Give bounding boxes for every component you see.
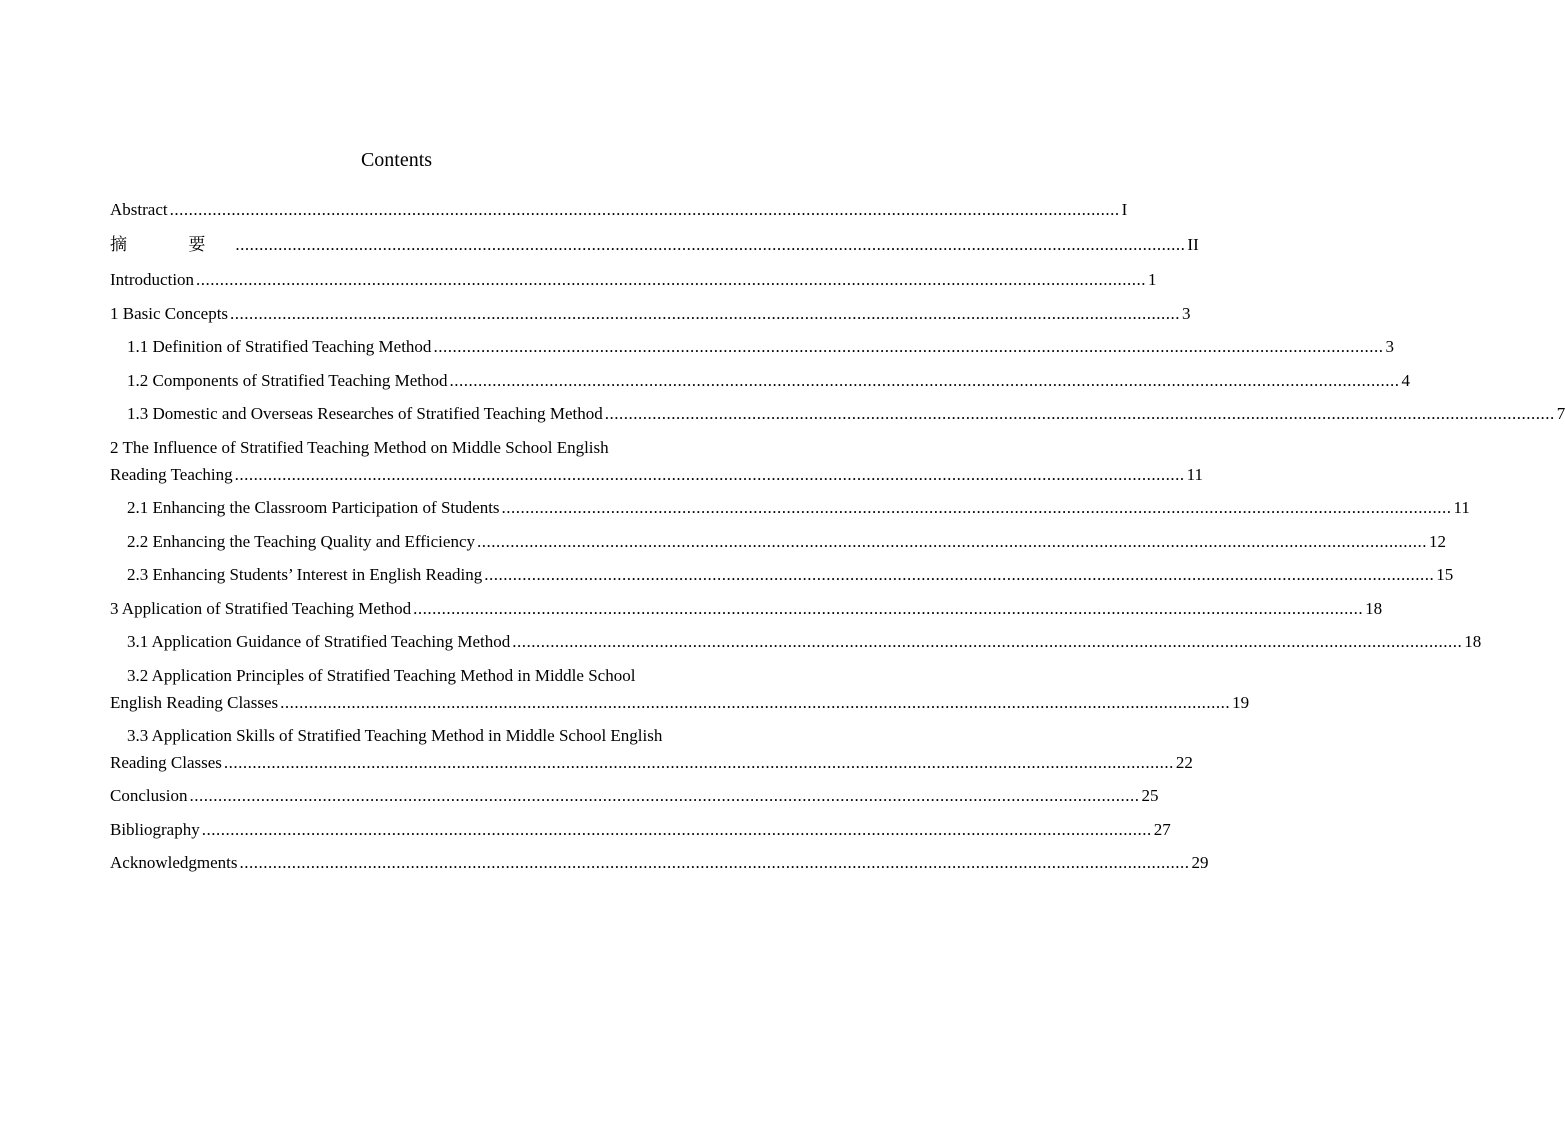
- toc-entry-introduction[interactable]: [110, 268, 1157, 292]
- page-title: Contents: [360, 149, 433, 171]
- toc-entry-label: Abstract: [110, 200, 168, 219]
- toc-entry-section-2-2[interactable]: [110, 530, 1446, 554]
- toc-entry-section-3-2[interactable]: [110, 691, 1250, 715]
- toc-entry-section-2-3[interactable]: [110, 563, 1454, 587]
- toc-entry-page: 1: [1148, 270, 1157, 289]
- dot-leader: ........................................................................................................................................................................................................: [501, 498, 1452, 517]
- toc-entry-section-3-1[interactable]: [110, 630, 1482, 654]
- toc-entry-section-2-1[interactable]: [110, 496, 1470, 520]
- toc-entry-abstract[interactable]: [110, 198, 1128, 222]
- dot-leader: ........................................................................................................................................................................................................: [235, 235, 1186, 254]
- dot-leader: ........................................................................................................................................................................................................: [477, 532, 1427, 551]
- dot-leader: ........................................................................................................................................................................................................: [223, 753, 1174, 772]
- toc-entry-label: 1.2 Components of Stratified Teaching Method: [127, 371, 448, 390]
- toc-entry-label: 2.2 Enhancing the Teaching Quality and Efficiency: [127, 532, 475, 551]
- toc-entry-conclusion[interactable]: [110, 784, 1159, 808]
- dot-leader: ........................................................................................................................................................................................................: [196, 270, 1147, 289]
- toc-entry-chapter-2-first-line[interactable]: 2 The Influence of Stratified Teaching Method on Middle School English: [110, 438, 609, 457]
- toc-entry-page: 11: [1453, 498, 1470, 517]
- toc-entry-page: 12: [1429, 532, 1446, 551]
- toc-entry-label: 摘 要: [110, 235, 234, 255]
- toc-entry-label: 3.1 Application Guidance of Stratified Teaching Method: [127, 632, 511, 651]
- toc-entry-page: 25: [1141, 786, 1159, 805]
- dot-leader: ........................................................................................................................................................................................................: [239, 853, 1190, 872]
- toc-entry-label: Conclusion: [110, 786, 188, 805]
- dot-leader: ........................................................................................................................................................................................................: [449, 371, 1400, 390]
- toc-entry-acknowledgments[interactable]: [110, 851, 1209, 875]
- toc-entry-page: 19: [1232, 693, 1250, 712]
- toc-entry-page: 3: [1385, 337, 1394, 356]
- toc-entry-bibliography[interactable]: [110, 818, 1171, 842]
- toc-entry-section-1-1[interactable]: [110, 335, 1394, 359]
- toc-entry-chinese-abstract[interactable]: [110, 233, 1199, 257]
- dot-leader: ........................................................................................................................................................................................................: [604, 404, 1555, 423]
- toc-entry-chapter-3[interactable]: [110, 597, 1383, 621]
- toc-entry-label: English Reading Classes: [110, 693, 279, 712]
- dot-leader: ........................................................................................................................................................................................................: [484, 565, 1435, 584]
- toc-entry-label: Reading Classes: [110, 753, 222, 772]
- toc-entry-page: 15: [1436, 565, 1454, 584]
- toc-entry-chapter-2[interactable]: [110, 463, 1204, 487]
- toc-entry-page: 18: [1365, 599, 1383, 618]
- toc-entry-label: Acknowledgments: [110, 853, 238, 872]
- toc-entry-label: 2.1 Enhancing the Classroom Participation of Students: [127, 498, 500, 517]
- toc-entry-label: Bibliography: [110, 820, 200, 839]
- toc-entry-page: 29: [1191, 853, 1209, 872]
- dot-leader: ........................................................................................................................................................................................................: [512, 632, 1463, 651]
- toc-entry-page: II: [1187, 235, 1199, 254]
- dot-leader: ........................................................................................................................................................................................................: [280, 693, 1231, 712]
- dot-leader: ........................................................................................................................................................................................................: [413, 599, 1364, 618]
- toc-entry-section-1-3[interactable]: [110, 402, 1565, 426]
- toc-entry-chapter-1[interactable]: [110, 302, 1191, 326]
- toc-entry-section-1-2[interactable]: [110, 369, 1411, 393]
- toc-entry-label: 1.3 Domestic and Overseas Researches of Stratified Teaching Method: [127, 404, 603, 423]
- toc-entry-page: I: [1121, 200, 1128, 219]
- toc-entry-label: Introduction: [110, 270, 195, 289]
- toc-entry-section-3-2-first-line[interactable]: 3.2 Application Principles of Stratified Teaching Method in Middle School: [127, 666, 636, 685]
- toc-entry-label: 1 Basic Concepts: [110, 304, 229, 323]
- dot-leader: ........................................................................................................................................................................................................: [169, 200, 1120, 219]
- toc-entry-label: 1.1 Definition of Stratified Teaching Method: [127, 337, 432, 356]
- toc-entry-page: 18: [1464, 632, 1482, 651]
- toc-entry-section-3-3-first-line[interactable]: 3.3 Application Skills of Stratified Teaching Method in Middle School English: [127, 726, 663, 745]
- dot-leader: ........................................................................................................................................................................................................: [230, 304, 1181, 323]
- dot-leader: ........................................................................................................................................................................................................: [433, 337, 1384, 356]
- dot-leader: ........................................................................................................................................................................................................: [189, 786, 1140, 805]
- toc-entry-label: Reading Teaching: [110, 465, 233, 484]
- toc-entry-label: 3 Application of Stratified Teaching Method: [110, 599, 412, 618]
- toc-entry-page: 11: [1186, 465, 1204, 484]
- dot-leader: ........................................................................................................................................................................................................: [201, 820, 1152, 839]
- toc-entry-page: 22: [1175, 753, 1193, 772]
- toc-entry-page: 7: [1556, 404, 1565, 423]
- toc-entry-page: 4: [1401, 371, 1411, 390]
- toc-entry-page: 27: [1153, 820, 1171, 839]
- dot-leader: ........................................................................................................................................................................................................: [234, 465, 1185, 484]
- toc-entry-page: 3: [1182, 304, 1191, 323]
- toc-entry-label: 2.3 Enhancing Students’ Interest in English Reading: [127, 565, 483, 584]
- toc-entry-section-3-3[interactable]: [110, 751, 1193, 775]
